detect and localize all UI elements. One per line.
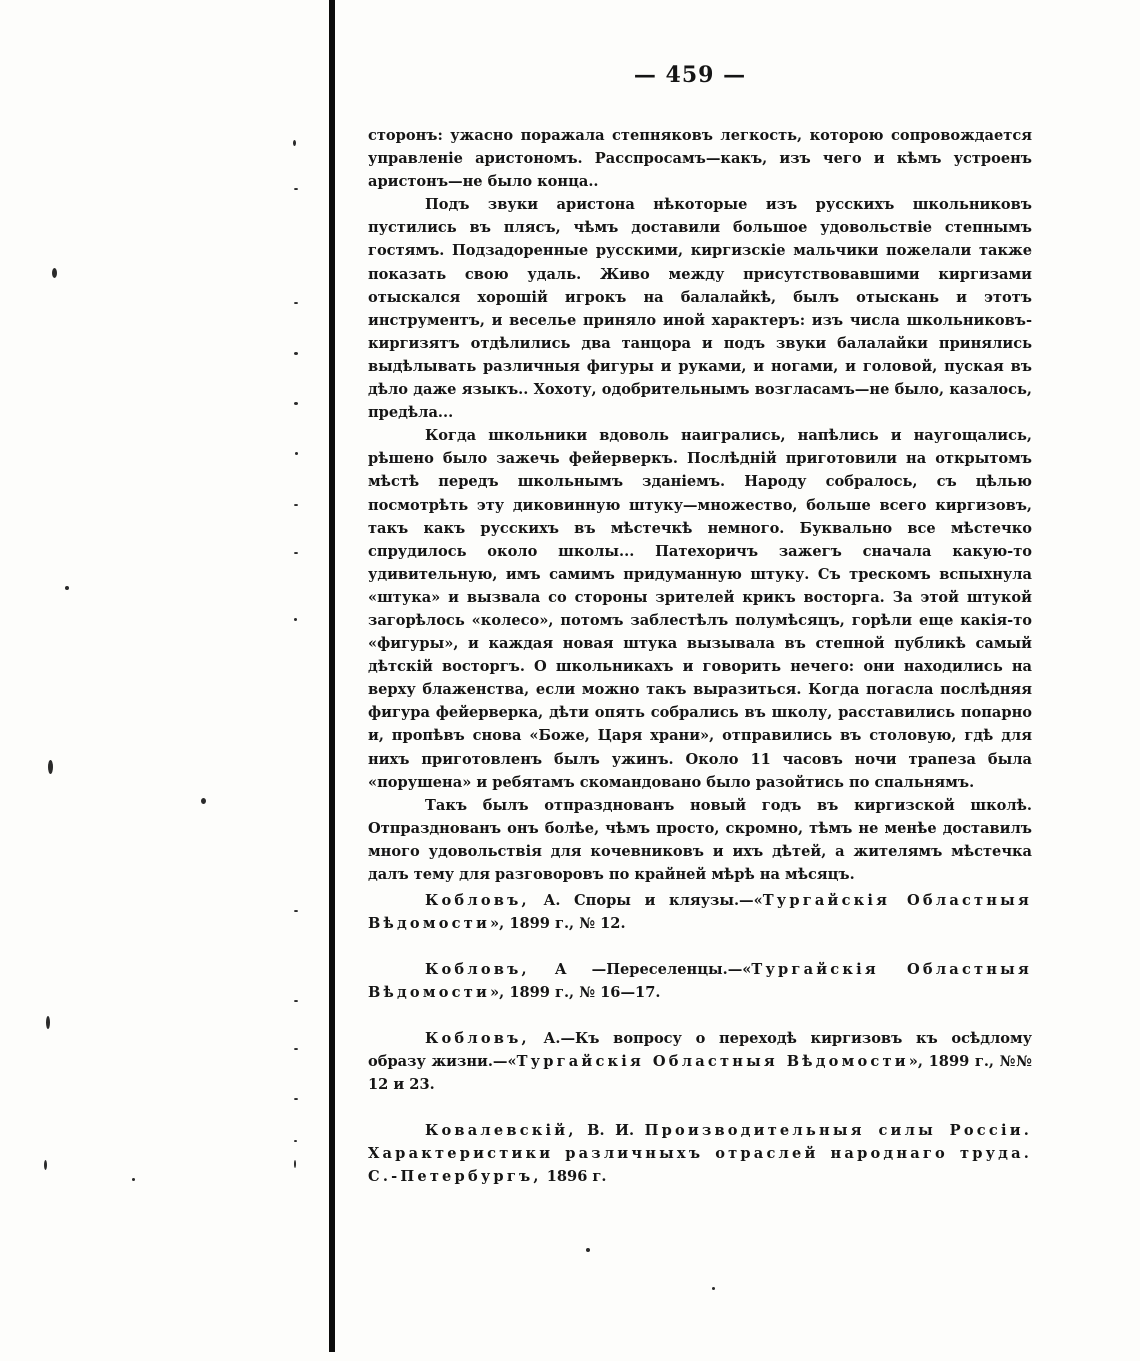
scan-speck xyxy=(294,1000,298,1002)
scan-speck xyxy=(294,1098,298,1100)
scan-speck xyxy=(294,302,298,304)
reference-details: », 1899 г., № 12. xyxy=(490,915,626,932)
reference-author: Кобловъ, xyxy=(425,961,530,978)
scan-speck xyxy=(294,504,298,506)
paragraph: Подъ звуки аристона нѣкоторые изъ русскихъ школьниковъ пустились въ плясъ, чѣмъ доставили большое удовольствіе степнымъ гостямъ. Подзадоренные русскими, киргизскіе мальчики пожелали также показать свою удаль. Живо между присутствовавшими киргизами отыскался хорошій игрокъ на балалайкѣ, былъ отыскань и этотъ инструментъ, и веселье приняло иной характеръ: изъ числа школьниковъ-киргизятъ отдѣлились два танцора и подъ звуки балалайки принялись выдѣлывать различныя фигуры и руками, и ногами, и головой, пуская въ дѣло даже языкъ.. Хохоту, одобрительнымъ возгласамъ—не было, казалось, предѣла... xyxy=(368,196,1032,422)
reference-journal: Тургайскія Областныя Вѣдомости xyxy=(516,1053,909,1070)
margin-rule xyxy=(329,0,335,1352)
reference-journal: Тургайскія Областныя Вѣдомости xyxy=(368,892,1032,932)
bibliography xyxy=(368,889,1032,1211)
scan-speck xyxy=(293,140,296,146)
reference-item xyxy=(368,1027,1032,1096)
scan-speck xyxy=(294,618,297,621)
reference-details: », 1899 г., №№ 12 и 23. xyxy=(368,1053,1032,1093)
scan-speck xyxy=(295,452,298,455)
scan-speck xyxy=(712,1287,715,1290)
reference-title: В. И. xyxy=(576,1122,645,1139)
reference-journal: Тургайскія Областныя Вѣдомости xyxy=(368,961,1032,1001)
scan-speck xyxy=(294,1160,296,1168)
scan-speck xyxy=(294,552,298,554)
scan-speck xyxy=(294,910,298,912)
scan-speck xyxy=(46,1016,50,1029)
reference-details: 1896 г. xyxy=(541,1168,607,1185)
scan-speck xyxy=(586,1248,590,1252)
scan-speck xyxy=(294,402,298,405)
reference-author: Кобловъ, xyxy=(425,892,530,909)
reference-details: », 1899 г., № 16—17. xyxy=(490,984,661,1001)
scan-speck xyxy=(294,1048,298,1050)
reference-title: А.—Къ вопросу о переходѣ киргизовъ къ осѣдлому образу жизни.—« xyxy=(368,1030,1032,1070)
paragraph: Когда школьники вдоволь наигрались, напѣлись и наугощались, рѣшено было зажечь фейерверкъ. Послѣдній приготовили на открытомъ мѣстѣ передъ школьнымъ зданіемъ. Народу собралось, съ цѣлью посмотрѣть эту диковинную штуку—множество, больше всего киргизовъ, такъ какъ русскихъ въ мѣстечкѣ немного. Буквально все мѣстечко спрудилось около школы... Патехоричъ зажегъ сначала какую-то удивительную, имъ самимъ придуманную штуку. Съ трескомъ вспыхнула «штука» и вызвала со стороны зрителей крикъ восторга. За этой штукой загорѣлось «колесо», потомъ заблестѣлъ полумѣсяцъ, горѣли еще какія-то «фигуры», и каждая новая штука вызывала въ степной публикѣ самый дѣтскій восторгъ. О школьникахъ и говорить нечего: они находились на верху блаженства, если можно такъ выразиться. Когда погасла послѣдняя фигура фейерверка, дѣти опять собрались въ школу, расставились попарно и, пропѣвъ снова «Боже, Царя храни», отправились въ столовую, гдѣ для нихъ приготовленъ былъ ужинъ. Около 11 часовъ ночи трапеза была «порушена» и ребятамъ скомандовано было разойтись по спальнямъ. xyxy=(368,427,1032,791)
scan-speck xyxy=(132,1178,135,1181)
reference-title: А —Переселенцы.—« xyxy=(529,961,752,978)
paragraph: Такъ былъ отпразднованъ новый годъ въ киргизской школѣ. Отпразднованъ онъ болѣе, чѣмъ просто, скромно, тѣмъ не менѣе доставилъ много удовольствія для кочевниковъ и ихъ дѣтей, а жителямъ мѣстечка далъ тему для разговоровъ по крайней мѣрѣ на мѣсяцъ. xyxy=(368,796,1032,883)
reference-journal: Производительныя силы Россіи. Характеристики различныхъ отраслей народнаго труда. С.-Петербургъ, xyxy=(368,1122,1033,1185)
reference-author: Ковалевскій, xyxy=(425,1122,577,1139)
scan-speck xyxy=(52,268,57,278)
page-number: — 459 — xyxy=(633,62,747,88)
scan-speck xyxy=(294,188,298,190)
reference-author: Кобловъ, xyxy=(425,1030,530,1047)
body-text xyxy=(368,124,1032,886)
scan-speck xyxy=(44,1160,47,1170)
scan-speck xyxy=(48,760,53,774)
reference-item xyxy=(368,958,1032,1004)
scan-speck xyxy=(201,798,206,804)
scan-speck xyxy=(294,352,298,355)
scan-speck xyxy=(294,1140,297,1142)
paragraph: сторонъ: ужасно поражала степняковъ легкость, которою сопровождается управленіе аристономъ. Расспросамъ—какъ, изъ чего и кѣмъ устроенъ аристонъ—не было конца.. xyxy=(368,127,1032,191)
scan-speck xyxy=(65,586,69,590)
reference-item xyxy=(368,1119,1032,1188)
reference-item xyxy=(368,889,1032,935)
reference-title: А. Споры и кляузы.—« xyxy=(529,892,763,909)
